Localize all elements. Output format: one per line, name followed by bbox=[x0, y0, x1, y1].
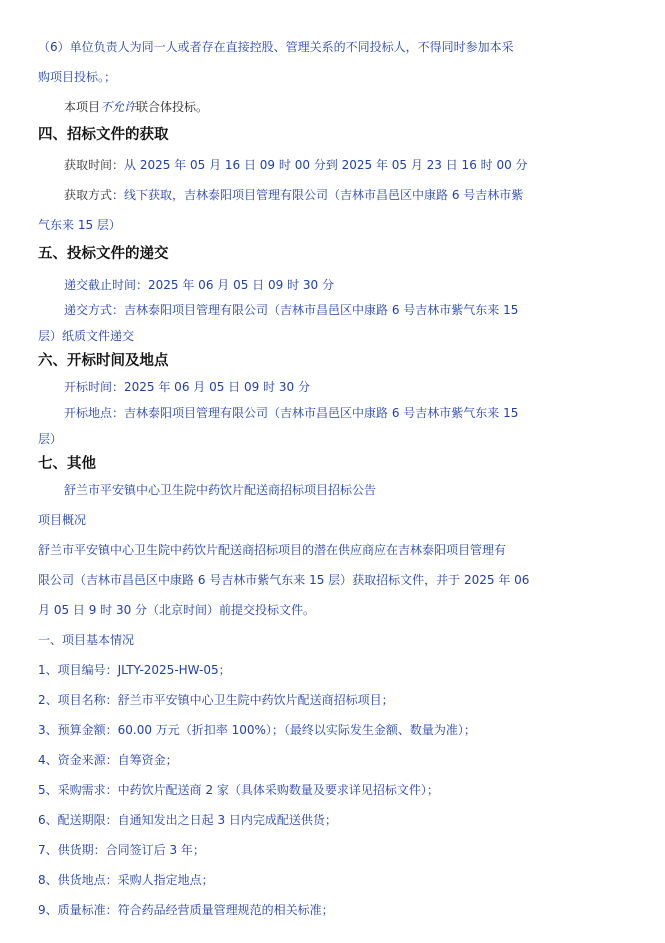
basic-item-value: 中药饮片配送商 2 家（具体采购数量及要求详见招标文件）； bbox=[117, 783, 439, 797]
open-place-value-line2: 层） bbox=[38, 432, 63, 446]
submit-deadline-label: 递交截止时间： bbox=[64, 278, 149, 292]
joint-bid-prefix: 本项目 bbox=[64, 100, 101, 114]
submit-method-value: 吉林泰阳项目管理有限公司（吉林市昌邑区中康路 6 号吉林市紫气东来 15 bbox=[124, 303, 519, 317]
basic-item-value: 合同签订后 3 年； bbox=[105, 843, 205, 857]
joint-bid-value: 不允许 bbox=[100, 100, 137, 114]
overview-label: 项目概况 bbox=[38, 513, 87, 527]
joint-bid-line bbox=[64, 100, 665, 114]
basic-item-value: 自筹资金； bbox=[117, 753, 178, 767]
basic-item bbox=[38, 813, 665, 827]
basic-item bbox=[38, 783, 665, 797]
item6-line1: （6）单位负责人为同一人或者存在直接控股、管理关系的不同投标人，不得同时参加本采 bbox=[38, 40, 514, 54]
submit-method-value-line2: 层）纸质文件递交 bbox=[38, 329, 135, 343]
basic-item-value: 自通知发出之日起 3 日内完成配送供货； bbox=[117, 813, 337, 827]
overview-line2: 限公司（吉林市昌邑区中康路 6 号吉林市紫气东来 15 层）获取招标文件，并于 2025 年 06 bbox=[38, 573, 530, 587]
obtain-method-value-line2: 气东来 15 层） bbox=[38, 218, 121, 232]
basic-item bbox=[38, 663, 665, 677]
obtain-method-line bbox=[64, 188, 665, 202]
basic-item-label: 6、配送期限： bbox=[38, 813, 118, 827]
obtain-time-label: 获取时间： bbox=[64, 158, 125, 172]
section5-heading: 五、投标文件的递交 bbox=[38, 246, 169, 262]
basic-item-value: 舒兰市平安镇中心卫生院中药饮片配送商招标项目； bbox=[117, 693, 394, 707]
open-place-line bbox=[64, 406, 665, 420]
section7-heading: 七、其他 bbox=[38, 456, 96, 472]
basic-item bbox=[38, 693, 665, 707]
basic-item-value: 60.00 万元（折扣率 100%）；（最终以实际发生金额、数量为准）； bbox=[117, 723, 476, 737]
open-time-value: 2025 年 06 月 05 日 09 时 30 分 bbox=[124, 380, 310, 394]
basic-item-label: 4、资金来源： bbox=[38, 753, 118, 767]
basic-item-label: 2、项目名称： bbox=[38, 693, 118, 707]
open-place-value: 吉林泰阳项目管理有限公司（吉林市昌邑区中康路 6 号吉林市紫气东来 15 bbox=[124, 406, 519, 420]
basic-item bbox=[38, 903, 665, 917]
basic-item-label: 1、项目编号： bbox=[38, 663, 118, 677]
section6-heading: 六、开标时间及地点 bbox=[38, 353, 169, 369]
submit-deadline-value: 2025 年 06 月 05 日 09 时 30 分 bbox=[148, 278, 334, 292]
basic-item-label: 3、预算金额： bbox=[38, 723, 118, 737]
basic-item bbox=[38, 723, 665, 737]
basic-item bbox=[38, 873, 665, 887]
basic-item bbox=[38, 843, 665, 857]
section4-heading: 四、招标文件的获取 bbox=[38, 127, 169, 143]
basic-item-label: 7、供货期： bbox=[38, 843, 106, 857]
submit-method-line bbox=[64, 303, 665, 317]
item6-line2: 购项目投标。； bbox=[38, 70, 117, 84]
overview-line3: 月 05 日 9 时 30 分（北京时间）前提交投标文件。 bbox=[38, 603, 316, 617]
open-place-label: 开标地点： bbox=[64, 406, 125, 420]
basic-item-value: JLTY-2025-HW-05； bbox=[117, 663, 231, 677]
basic-info-heading: 一、项目基本情况 bbox=[38, 633, 135, 647]
obtain-method-value: 线下获取，吉林泰阳项目管理有限公司（吉林市昌邑区中康路 6 号吉林市紫 bbox=[124, 188, 524, 202]
joint-bid-suffix: 联合体投标。 bbox=[136, 100, 209, 114]
basic-item bbox=[38, 753, 665, 767]
obtain-time-value: 从 2025 年 05 月 16 日 09 时 00 分到 2025 年 05 月 23 日 16 时 00 分 bbox=[124, 158, 528, 172]
overview-line1: 舒兰市平安镇中心卫生院中药饮片配送商招标项目的潜在供应商应在吉林泰阳项目管理有 bbox=[38, 543, 507, 557]
submit-method-label: 递交方式： bbox=[64, 303, 125, 317]
open-time-line bbox=[64, 380, 665, 394]
notice-title: 舒兰市平安镇中心卫生院中药饮片配送商招标项目招标公告 bbox=[64, 483, 377, 497]
basic-item-value: 采购人指定地点； bbox=[117, 873, 214, 887]
basic-item-label: 8、供货地点： bbox=[38, 873, 118, 887]
open-time-label: 开标时间： bbox=[64, 380, 125, 394]
basic-item-label: 5、采购需求： bbox=[38, 783, 118, 797]
basic-item-label: 9、质量标准： bbox=[38, 903, 118, 917]
obtain-time-line bbox=[64, 158, 665, 172]
basic-item-value: 符合药品经营质量管理规范的相关标准； bbox=[117, 903, 334, 917]
submit-deadline-line bbox=[64, 278, 665, 292]
obtain-method-label: 获取方式： bbox=[64, 188, 125, 202]
